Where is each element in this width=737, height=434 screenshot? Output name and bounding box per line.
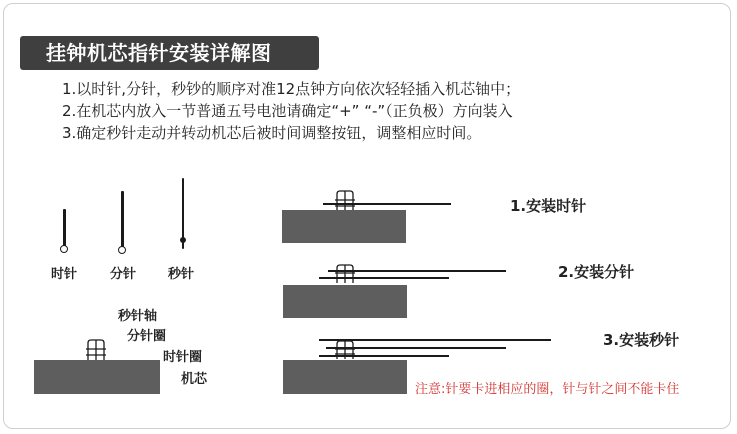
second-hand-line-step3 — [319, 339, 551, 341]
instruction-line-2: 2.在机芯内放入一节普通五号电池请确定“+” “-”（正负极）方向装入 — [62, 102, 513, 120]
hour-ring-label: 时针圈 — [163, 350, 203, 365]
movement-block-step2 — [283, 285, 407, 318]
instructions — [62, 78, 702, 144]
movement-block — [34, 360, 160, 394]
hour-hand-label: 时针 — [51, 267, 78, 282]
minute-hand-line-step3 — [326, 347, 506, 349]
minute-hand-line-step2 — [328, 270, 506, 272]
movement-block-step3 — [283, 360, 407, 394]
shaft-glyph-step2 — [333, 264, 357, 284]
movement-block-step1 — [282, 210, 406, 243]
instruction-line-1: 1.以时针,分针，秒钞的顺序对准12点钟方向依次轻轻插入机芯铀中； — [62, 80, 521, 98]
warning-note: 注意:针要卡进相应的圈，针与针之间不能卡住 — [415, 382, 680, 397]
hour-hand-line-step1 — [323, 203, 451, 205]
step1-label: 1.安装时针 — [510, 197, 587, 215]
step3-label: 3.安装秒针 — [603, 331, 680, 349]
shaft-glyph-parts — [84, 339, 108, 361]
page-title: 挂钟机芯指针安装详解图 — [46, 41, 272, 65]
step2-label: 2.安装分针 — [558, 263, 635, 281]
shaft-glyph-step1 — [333, 190, 357, 212]
second-hand-label: 秒针 — [168, 267, 195, 282]
movement-label: 机芯 — [181, 372, 208, 387]
shaft-glyph-step3 — [333, 340, 357, 360]
hour-hand-line-step3 — [319, 355, 449, 357]
minute-ring-label: 分针圈 — [127, 329, 167, 344]
minute-hand-label: 分针 — [110, 267, 137, 282]
second-shaft-label: 秒针轴 — [118, 309, 158, 324]
instruction-line-3: 3.确定秒针走动并转动机芯后被时间调整按钮，调整相应时间。 — [62, 124, 482, 142]
hour-hand-line-step2 — [319, 277, 449, 279]
